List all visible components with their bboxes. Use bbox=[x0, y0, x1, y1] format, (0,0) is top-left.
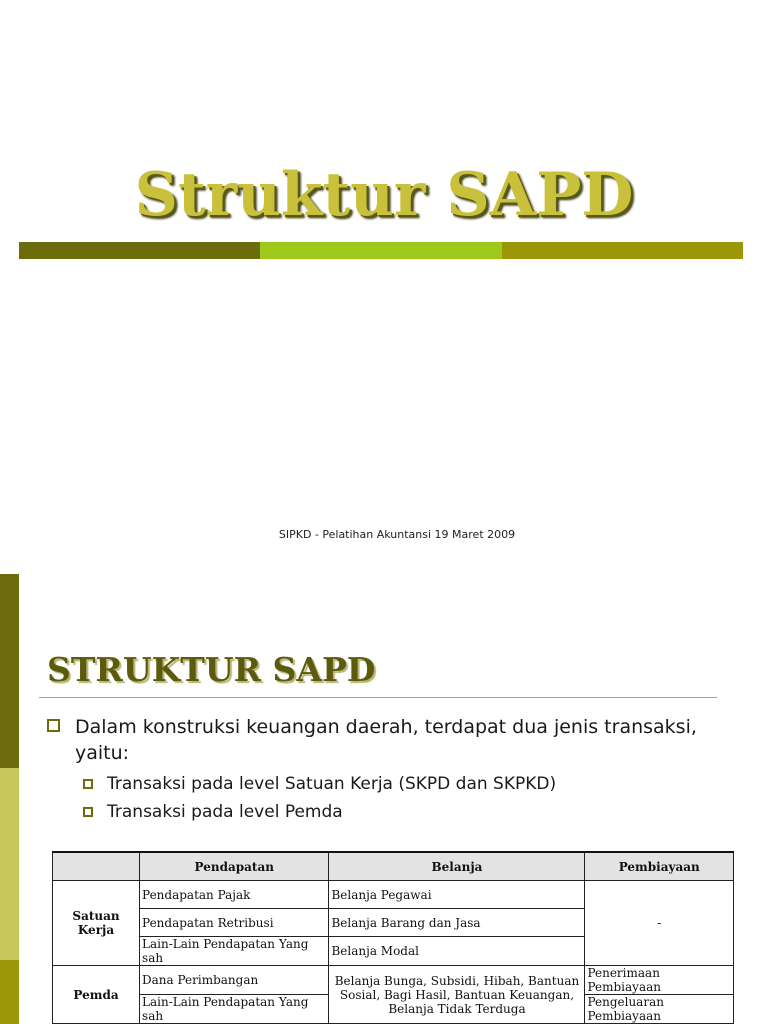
table-header-cell: Pendapatan bbox=[140, 852, 329, 881]
slide-footer: SIPKD - Pelatihan Akuntansi 19 Maret 2009 bbox=[278, 528, 516, 541]
table-cell: Lain-Lain Pendapatan Yang sah bbox=[140, 995, 329, 1024]
table-row bbox=[53, 881, 734, 909]
table-cell: Belanja Bunga, Subsidi, Hibah, Bantuan Sosial, Bagi Hasil, Bantuan Keuangan, Belanja Tidak Terduga bbox=[329, 966, 585, 1024]
square-bullet-icon bbox=[83, 779, 93, 789]
sapd-structure-table bbox=[52, 851, 734, 1024]
table-header-cell: Belanja bbox=[329, 852, 585, 881]
side-bar-segment-1 bbox=[0, 574, 19, 768]
stripe-segment-1 bbox=[19, 242, 260, 259]
table-header-row bbox=[53, 852, 734, 881]
title-underline bbox=[39, 697, 717, 698]
stripe-segment-2 bbox=[260, 242, 501, 259]
table-cell: Belanja Modal bbox=[329, 937, 585, 966]
row-label-satuan-kerja: Satuan Kerja bbox=[53, 881, 140, 966]
bullet-sub-text: Transaksi pada level Satuan Kerja (SKPD dan SKPKD) bbox=[107, 774, 557, 794]
table-header-cell bbox=[53, 852, 140, 881]
table-row bbox=[53, 966, 734, 995]
table-cell: Belanja Barang dan Jasa bbox=[329, 909, 585, 937]
stripe-segment-3 bbox=[502, 242, 743, 259]
side-bar-segment-3 bbox=[0, 960, 19, 1024]
table-header-cell: Pembiayaan bbox=[585, 852, 734, 881]
bullet-main bbox=[47, 714, 727, 766]
slide-title-heading: Struktur SAPD bbox=[134, 160, 634, 230]
table-cell: Penerimaan Pembiayaan bbox=[585, 966, 734, 995]
table-cell: Pengeluaran Pembiayaan bbox=[585, 995, 734, 1024]
square-bullet-icon bbox=[47, 719, 60, 732]
slide-content bbox=[0, 574, 768, 1024]
title-stripe bbox=[19, 242, 743, 259]
table-cell: - bbox=[585, 881, 734, 966]
table-cell: Dana Perimbangan bbox=[140, 966, 329, 995]
bullet-sub bbox=[83, 770, 727, 798]
side-bar-segment-2 bbox=[0, 768, 19, 960]
content-title: STRUKTUR SAPD bbox=[47, 650, 376, 689]
table-cell: Pendapatan Pajak bbox=[140, 881, 329, 909]
bullet-sub bbox=[83, 798, 727, 826]
square-bullet-icon bbox=[83, 807, 93, 817]
row-label-pemda: Pemda bbox=[53, 966, 140, 1024]
table-cell: Pendapatan Retribusi bbox=[140, 909, 329, 937]
table-cell: Lain-Lain Pendapatan Yang sah bbox=[140, 937, 329, 966]
table-cell: Belanja Pegawai bbox=[329, 881, 585, 909]
bullet-list bbox=[47, 714, 727, 826]
side-accent-bar bbox=[0, 574, 19, 1024]
bullet-main-text: Dalam konstruksi keuangan daerah, terdapat dua jenis transaksi, yaitu: bbox=[75, 716, 697, 764]
bullet-sub-text: Transaksi pada level Pemda bbox=[107, 802, 343, 822]
